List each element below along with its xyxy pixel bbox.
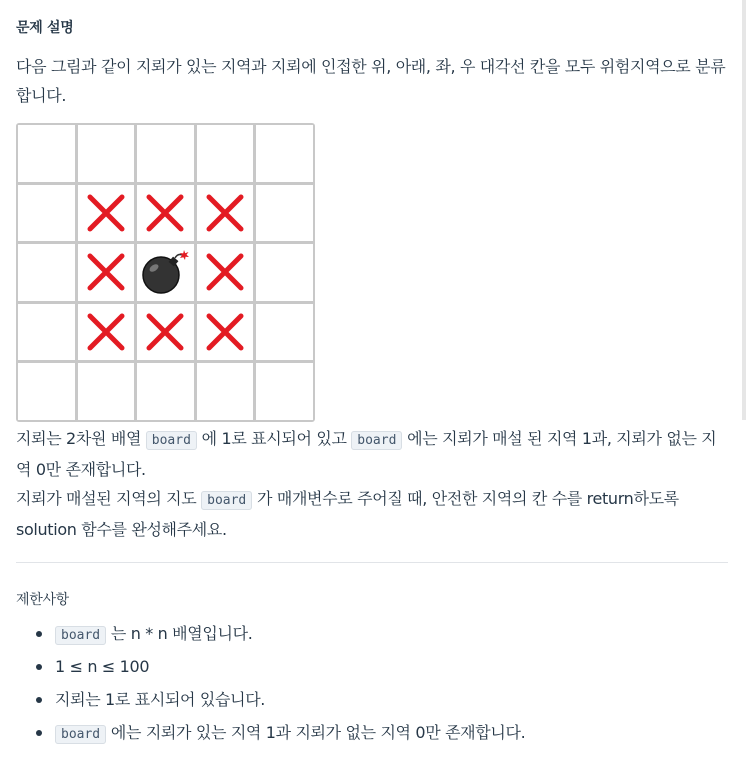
- code-board: board: [351, 431, 402, 450]
- grid-cell: [78, 125, 135, 182]
- bomb-icon: [139, 249, 191, 295]
- grid-cell: [197, 125, 254, 182]
- description-text: 지뢰가 매설된 지역의 지도: [16, 489, 202, 508]
- grid-cell: [18, 363, 75, 420]
- constraints-list: [16, 617, 728, 749]
- danger-x-icon: [87, 253, 125, 291]
- intro-paragraph: 다음 그림과 같이 지뢰가 있는 지역과 지뢰에 인접한 위, 아래, 좌, 우 대각선 칸을 모두 위험지역으로 분류합니다.: [16, 57, 726, 105]
- grid-cell: [18, 244, 75, 301]
- constraint-text: 에는 지뢰가 있는 지역 1과 지뢰가 없는 지역 0만 존재합니다.: [106, 723, 526, 742]
- description-paragraph: [16, 424, 728, 544]
- danger-x-icon: [206, 194, 244, 232]
- grid-cell: [137, 185, 194, 242]
- grid-cell: [78, 185, 135, 242]
- description-text: 지뢰는 2차원 배열: [16, 429, 146, 448]
- constraint-text: 1 ≤ n ≤ 100: [55, 657, 150, 676]
- grid-cell: [78, 363, 135, 420]
- list-item: [16, 716, 728, 749]
- grid-cell: [78, 244, 135, 301]
- grid-cell: [256, 304, 313, 361]
- grid-cell: [137, 363, 194, 420]
- bullet-icon: [36, 697, 42, 703]
- grid-cell: [197, 304, 254, 361]
- danger-x-icon: [146, 194, 184, 232]
- grid-cell: [256, 125, 313, 182]
- code-board: board: [146, 431, 197, 450]
- grid-cell: [256, 363, 313, 420]
- grid-cell: [18, 185, 75, 242]
- bullet-icon: [36, 730, 42, 736]
- grid-cell: [137, 304, 194, 361]
- code-board: board: [55, 626, 106, 645]
- danger-x-icon: [87, 194, 125, 232]
- danger-x-icon: [206, 253, 244, 291]
- description-text: 에는 지뢰가 매설 된 지역 1과, 지뢰가 없는 지역 0만 존재합니다.: [16, 429, 717, 479]
- section-divider: [16, 562, 728, 563]
- danger-x-icon: [206, 313, 244, 351]
- grid-cell: [18, 304, 75, 361]
- code-board: board: [55, 725, 106, 744]
- grid-cell: [18, 125, 75, 182]
- grid-cell: [197, 363, 254, 420]
- list-item: [16, 617, 728, 650]
- constraint-text: 는 n * n 배열입니다.: [106, 624, 253, 643]
- constraints-title: 제한사항: [16, 592, 69, 608]
- description-text: 가 매개변수로 주어질 때, 안전한 지역의 칸 수를 return하도록 solution 함수를 완성해주세요.: [16, 489, 679, 539]
- grid-cell: [137, 125, 194, 182]
- danger-x-icon: [146, 313, 184, 351]
- bullet-icon: [36, 631, 42, 637]
- grid-cell: [256, 185, 313, 242]
- grid-cell: [137, 244, 194, 301]
- grid-cell: [78, 304, 135, 361]
- scrollbar[interactable]: [742, 0, 746, 420]
- description-text: 에 1로 표시되어 있고: [196, 429, 352, 448]
- code-board: board: [201, 491, 252, 510]
- list-item: [16, 683, 728, 716]
- danger-x-icon: [87, 313, 125, 351]
- section-title: 문제 설명: [16, 20, 74, 36]
- minefield-figure: [16, 123, 315, 422]
- bullet-icon: [36, 664, 42, 670]
- grid-cell: [256, 244, 313, 301]
- grid-cell: [197, 185, 254, 242]
- constraint-text: 지뢰는 1로 표시되어 있습니다.: [55, 690, 266, 709]
- grid-cell: [197, 244, 254, 301]
- list-item: [16, 650, 728, 683]
